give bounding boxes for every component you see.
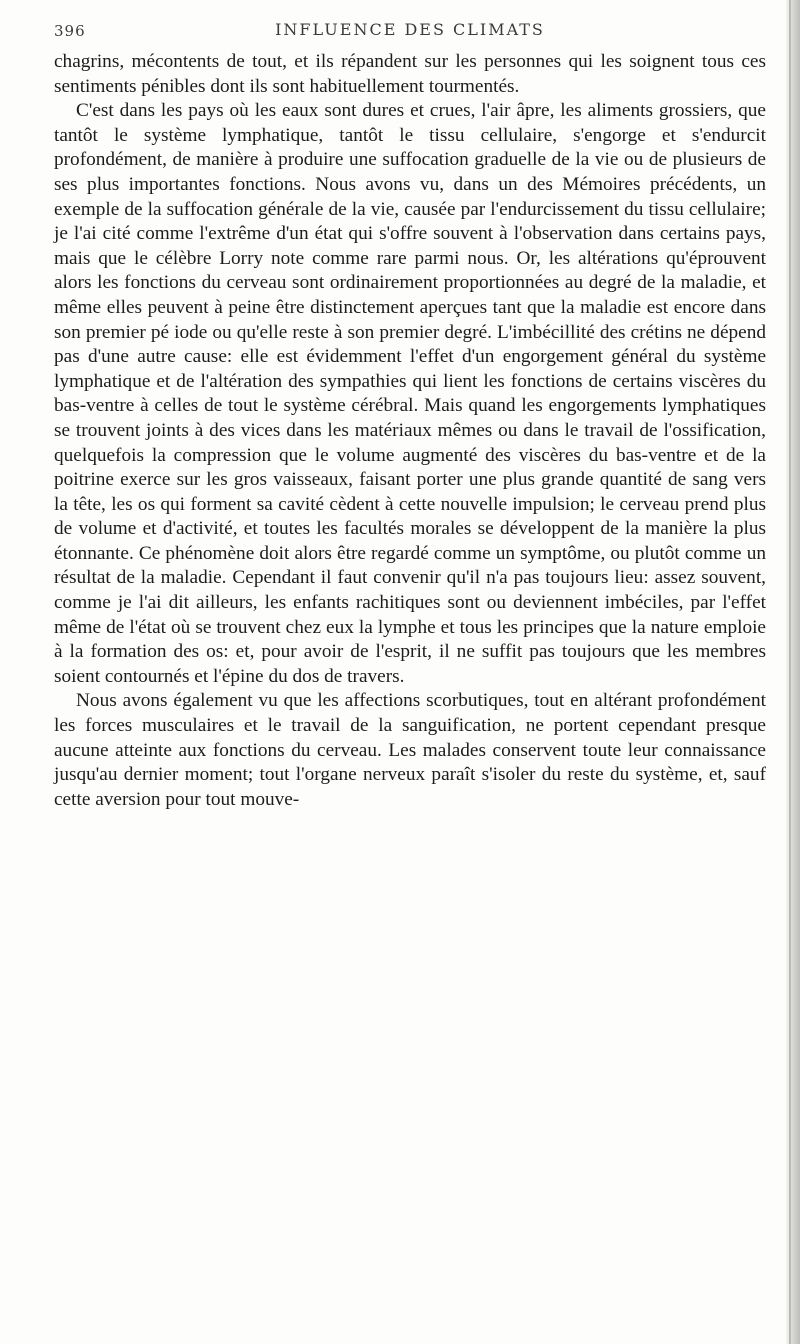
paragraph-climate-effects: C'est dans les pays où les eaux sont dures et crues, l'air âpre, les aliments grossiers, que tantôt le système lymphatique, tantôt le tissu cellulaire, s'engorge et s'endurcit profondément, de manière à produire une suffocation graduelle de la vie ou de plusieurs de ses plus importantes fonctions. Nous avons vu, dans un des Mémoires précédents, un exemple de la suffocation générale de la vie, causée par l'endurcissement du tissu cellulaire; je l'ai cité comme l'extrême d'un état qui s'offre souvent à l'observation dans certains pays, mais que le célèbre Lorry note comme rare parmi nous. Or, les altérations qu'éprouvent alors les fonctions du cerveau sont ordinairement proportionnées au degré de la maladie, et même elles peuvent à peine être distinctement aperçues tant que la maladie est encore dans son premier pé iode ou qu'elle reste à son premier degré. L'imbécillité des crétins ne dépend pas d'une autre cause: elle est évidemment l'effet d'un engorgement général du système lymphatique et de l'altération des sympathies qui lient les fonctions de certains viscères du bas-ventre à celles de tout le système cérébral. Mais quand les engorgements lymphatiques se trouvent joints à des vices dans les matériaux mêmes ou dans le travail de l'ossification, quelquefois la compression que le volume augmenté des viscères du bas-ventre et de la poitrine exerce sur les gros vaisseaux, faisant porter une plus grande quantité de sang vers la tête, les os qui forment sa cavité cèdent à cette nouvelle impulsion; le cerveau prend plus de volume et d'activité, et toutes les facultés morales se développent de la manière la plus étonnante. Ce phénomène doit alors être regardé comme un symptôme, ou plutôt comme un résultat de la maladie. Cependant il faut convenir qu'il n'a pas toujours lieu: assez souvent, comme je l'ai dit ailleurs, les enfants rachitiques sont ou deviennent imbéciles, par l'effet même de l'état où se trouvent chez eux la lymphe et tous les principes que la nature emploie à la formation des os: et, pour avoir de l'esprit, il ne suffit pas toujours que les membres soient contournés et l'épine du dos de travers. [54,100,766,687]
page-number: 396 [54,22,86,40]
paragraph-scorbutic-affections: Nous avons également vu que les affections scorbutiques, tout en altérant profondément les forces musculaires et le travail de la sanguification, ne portent cependant presque aucune atteinte aux fonctions du cerveau. Les malades conservent toute leur connaissance jusqu'au dernier moment; tout l'organe nerveux paraît s'isoler du reste du système, et, sauf cette aversion pour tout mouve- [54,690,766,810]
page-header [54,20,766,44]
body-text [54,50,766,812]
book-spine-edge [789,0,791,1344]
paragraph-continuation: chagrins, mécontents de tout, et ils répandent sur les personnes qui les soignent tous ces sentiments pénibles dont ils sont habituellement tourmentés. [54,51,766,97]
running-title: INFLUENCE DES CLIMATS [275,20,545,39]
